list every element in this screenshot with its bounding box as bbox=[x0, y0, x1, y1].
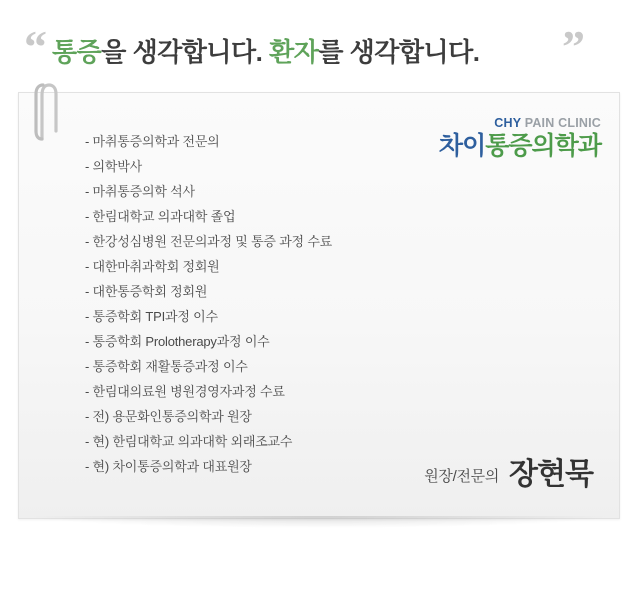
list-item: - 통증학회 Prolotherapy과정 이수 bbox=[85, 334, 270, 349]
list-item: - 마취통증의학 석사 bbox=[85, 184, 195, 199]
logo-english bbox=[439, 117, 601, 130]
list-item: - 전) 용문화인통증의학과 원장 bbox=[85, 409, 252, 424]
list-item: - 의학박사 bbox=[85, 159, 142, 174]
profile-card-wrapper bbox=[18, 92, 618, 532]
logo-english-suffix: PAIN CLINIC bbox=[521, 116, 601, 130]
quote-open-icon: “ bbox=[24, 21, 47, 72]
list-item: - 대한통증학회 정회원 bbox=[85, 284, 208, 299]
headline-part-2: 을 생각합니다. bbox=[101, 37, 270, 67]
headline-part-4: 를 생각합니다. bbox=[318, 37, 480, 67]
credential-list bbox=[85, 135, 505, 485]
page-title bbox=[52, 32, 572, 69]
paperclip-icon bbox=[33, 81, 59, 143]
list-item: - 마취통증의학과 전문의 bbox=[85, 134, 220, 149]
profile-card bbox=[18, 92, 620, 519]
signature-title: 원장/전문의 bbox=[424, 468, 500, 485]
list-item: - 통증학회 재활통증과정 이수 bbox=[85, 359, 248, 374]
quote-close-icon: ” bbox=[562, 21, 585, 72]
headline-part-3: 환자 bbox=[269, 37, 319, 67]
logo-korean-brand: 차이 bbox=[438, 131, 486, 160]
logo-english-brand: CHY bbox=[494, 116, 522, 130]
headline-part-1: 통증 bbox=[52, 37, 102, 67]
list-item: - 한강성심병원 전문의과정 및 통증 과정 수료 bbox=[85, 234, 333, 249]
list-item: - 대한마취과학회 정회원 bbox=[85, 259, 220, 274]
list-item: - 통증학회 TPI과정 이수 bbox=[85, 309, 218, 324]
logo-korean-suffix: 통증의학과 bbox=[485, 131, 601, 160]
headline-banner bbox=[0, 14, 636, 76]
list-item: - 현) 차이통증의학과 대표원장 bbox=[85, 459, 252, 474]
signature-block bbox=[424, 460, 593, 490]
list-item: - 한림대학교 의과대학 졸업 bbox=[85, 209, 236, 224]
list-item: - 한림대의료원 병원경영자과정 수료 bbox=[85, 384, 285, 399]
list-item: - 현) 한림대학교 의과대학 외래조교수 bbox=[85, 434, 293, 449]
signature-name: 장현묵 bbox=[509, 458, 593, 491]
